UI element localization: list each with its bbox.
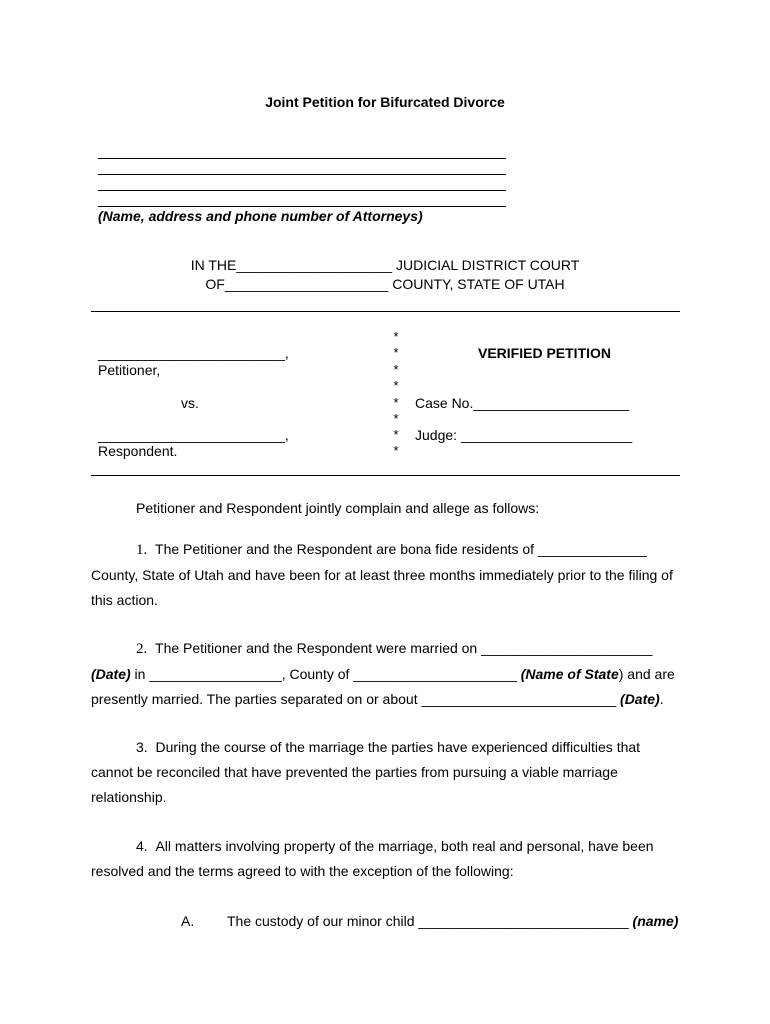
name-label: (name): [632, 913, 679, 929]
caption-star: *: [393, 443, 399, 458]
caption-star: *: [393, 329, 399, 344]
verified-petition-heading: VERIFIED PETITION: [478, 345, 612, 361]
case-number-field: Case No.____________________: [415, 395, 630, 411]
caption-star: *: [393, 362, 399, 377]
intro-text: Petitioner and Respondent jointly complain and allege as follows:: [136, 500, 540, 516]
judge-field: Judge: ______________________: [415, 427, 633, 443]
paragraph-number: 2.: [136, 641, 148, 657]
paragraph-text: .: [659, 691, 664, 707]
county-blank: _____________________: [224, 276, 389, 292]
attorney-line-3: [98, 190, 506, 191]
petitioner-label: Petitioner,: [98, 362, 161, 378]
respondent-label: Respondent.: [98, 443, 178, 459]
paragraph-4: [91, 834, 681, 884]
attorney-line-4: [98, 206, 506, 207]
respondent-blank: ________________________,: [98, 427, 289, 443]
county-prefix: OF: [205, 276, 225, 292]
paragraph-number: 3.: [136, 739, 148, 755]
attorney-caption: (Name, address and phone number of Attorneys): [98, 208, 423, 224]
court-suffix: JUDICIAL DISTRICT COURT: [392, 257, 580, 273]
paragraph-text: cannot be reconciled that have prevented the parties from pursuing a viable marriage: [91, 764, 618, 780]
paragraph-text: All matters involving property of the marriage, both real and personal, have been: [155, 838, 654, 854]
petitioner-blank: ________________________,: [98, 345, 289, 361]
paragraph-text: County, State of Utah and have been for at least three months immediately prior to the filing of: [91, 567, 673, 583]
paragraph-number: 1.: [136, 542, 148, 558]
date-label: (Date): [91, 666, 131, 682]
paragraph-1: [91, 537, 681, 613]
court-prefix: IN THE: [190, 257, 237, 273]
item-a-text: [227, 913, 678, 929]
attorney-line-2: [98, 174, 506, 175]
paragraph-text: The Petitioner and the Respondent were married on ______________________: [155, 640, 653, 656]
item-a-label: A.: [181, 913, 195, 929]
attorney-line-1: [98, 158, 506, 159]
paragraph-text: this action.: [91, 592, 158, 608]
court-line-2: [0, 276, 770, 292]
date-label: (Date): [620, 691, 660, 707]
caption-top-rule: [91, 311, 680, 312]
court-line-1: [0, 257, 770, 273]
caption-star: *: [393, 345, 399, 360]
paragraph-number: 4.: [136, 838, 148, 854]
paragraph-2: [91, 636, 681, 712]
state-label: (Name of State: [520, 666, 619, 682]
versus-label: vs.: [181, 395, 199, 411]
paragraph-text: The Petitioner and the Respondent are bona fide residents of ______________: [155, 541, 647, 557]
caption-bottom-rule: [91, 475, 680, 476]
document-title: Joint Petition for Bifurcated Divorce: [265, 94, 505, 110]
caption-star: *: [393, 411, 399, 426]
paragraph-text: resolved and the terms agreed to with the exception of the following:: [91, 863, 514, 879]
paragraph-text: During the course of the marriage the parties have experienced difficulties that: [155, 739, 641, 755]
caption-star: *: [393, 395, 399, 410]
paragraph-text: in _________________, County of _____________________: [130, 666, 521, 682]
paragraph-text: ) and are: [618, 666, 675, 682]
caption-star: *: [393, 427, 399, 442]
item-text: The custody of our minor child ___________________________: [227, 913, 633, 929]
caption-star: *: [393, 378, 399, 393]
county-suffix: COUNTY, STATE OF UTAH: [388, 276, 565, 292]
paragraph-text: presently married. The parties separated on or about _________________________: [91, 691, 621, 707]
paragraph-text: relationship.: [91, 789, 167, 805]
paragraph-3: [91, 735, 681, 810]
district-blank: ____________________: [236, 257, 393, 273]
